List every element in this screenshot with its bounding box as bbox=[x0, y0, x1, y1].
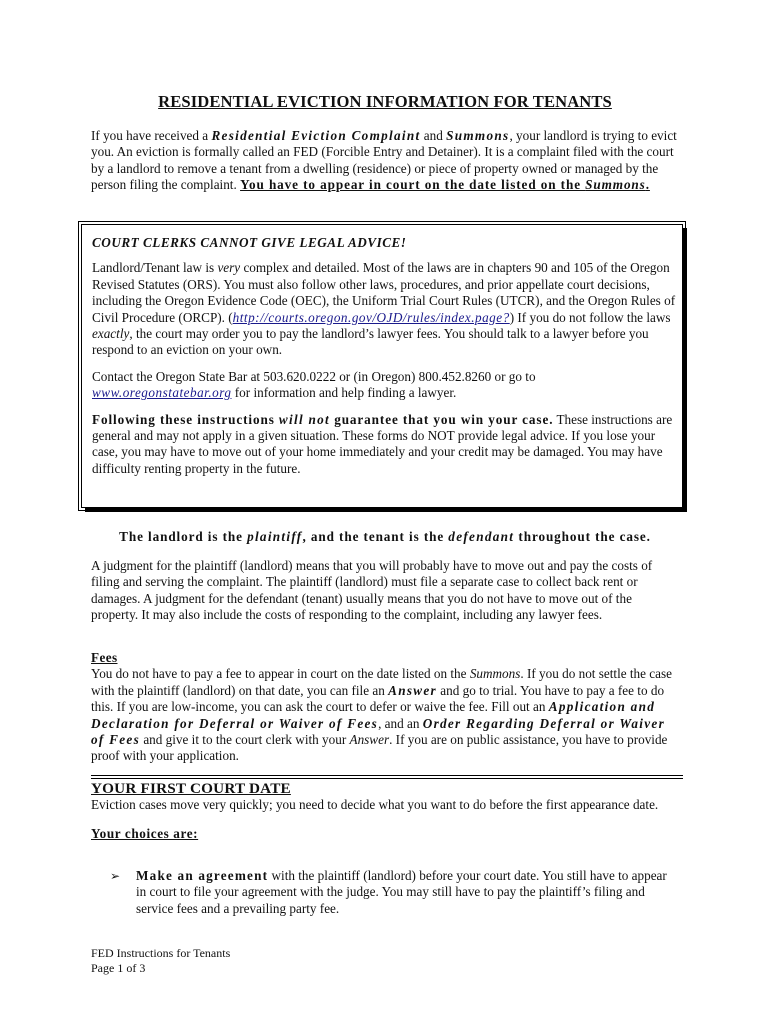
footer-doc-title: FED Instructions for Tenants bbox=[91, 946, 231, 960]
first-court-date-heading: YOUR FIRST COURT DATE bbox=[91, 780, 291, 797]
parties-statement: The landlord is the plaintiff, and the tenant is the defendant throughout the case. bbox=[119, 529, 651, 544]
arrow-bullet-icon: ➢ bbox=[110, 869, 121, 883]
first-court-date-text: Eviction cases move very quickly; you need to decide what you want to do before the first appearance date. bbox=[91, 797, 659, 813]
oregon-state-bar-link[interactable]: www.oregonstatebar.org bbox=[92, 385, 232, 401]
first-court-date-section bbox=[91, 781, 679, 842]
page-title: RESIDENTIAL EVICTION INFORMATION FOR TENANTS bbox=[158, 92, 612, 111]
box-paragraph-disclaimer: Following these instructions will not guarantee that you win your case. These instructions are general and may not apply in a given situation. These forms do NOT provide legal advice. If you lose your case, you may have to move out of your home immediately and your credit may be damaged. You may have difficulty renting property in the future. bbox=[92, 411, 673, 476]
list-item: ➢ Make an agreement with the plaintiff (landlord) before your court date. You still have to appear in court to file your agreement with the judge. You may still have to pay the plaintiff’s filing and service fees and a prevailing party fee. bbox=[110, 868, 667, 916]
appear-notice: You have to appear in court on the date listed on the Summons. bbox=[240, 177, 650, 193]
fees-paragraph: You do not have to pay a fee to appear in court on the date listed on the Summons. If you do not settle the case with the plaintiff (landlord) on that date, you can file an Answer and go to trial. You have to pay a fee to do this. If you are low-income, you can ask the court to defer or waive the fee. Fill out an Application and Declaration for Deferral or Waiver of Fees, and an Order Regarding Deferral or Waiver of Fees and give it to the court clerk with your Answer. If you are on public assistance, you have to provide proof with your application. bbox=[91, 666, 672, 764]
intro-paragraph: If you have received a Residential Eviction Complaint and Summons, your landlord is trying to evict you. An eviction is formally called an FED (Forcible Entry and Detainer). It is a complaint filed with the court by a landlord to remove a tenant from a dwelling (residence) or piece of property owned or managed by the person filing the complaint. You have to appear in court on the date listed on the Summons. bbox=[91, 128, 677, 193]
page-number: Page 1 of 3 bbox=[91, 961, 146, 975]
page-footer bbox=[91, 946, 230, 976]
judgment-paragraph: A judgment for the plaintiff (landlord) means that you will probably have to move out and pay the costs of filing and serving the complaint. The plaintiff (landlord) must file a separate case to collect back rent or damages. A judgment for the defendant (tenant) usually means that you do not have to move out of the property. It may also include the costs of responding to the complaint, including any lawyer fees. bbox=[91, 558, 653, 623]
rules-link[interactable]: http://courts.oregon.gov/OJD/rules/index.page? bbox=[232, 309, 510, 325]
choices-heading: Your choices are: bbox=[91, 825, 199, 841]
section-divider-second bbox=[91, 778, 683, 779]
summons-term: Summons bbox=[446, 128, 510, 143]
box-heading: COURT CLERKS CANNOT GIVE LEGAL ADVICE! bbox=[92, 235, 407, 250]
section-divider bbox=[91, 775, 683, 776]
fees-section bbox=[91, 650, 679, 765]
box-paragraph-contact: Contact the Oregon State Bar at 503.620.0222 or (in Oregon) 800.452.8260 or go to www.oregonstatebar.org for information and help finding a lawyer. bbox=[92, 368, 536, 401]
legal-advice-box bbox=[81, 224, 683, 508]
complaint-term: Residential Eviction Complaint bbox=[211, 128, 421, 143]
box-paragraph-law: Landlord/Tenant law is very complex and detailed. Most of the laws are in chapters 90 and 105 of the Oregon Revised Statutes (ORS). You must also follow other laws, procedures, and prior appellate court decisions, including the Oregon Evidence Code (OEC), the Uniform Trial Court Rules (UTCR), and the Oregon Rules of Civil Procedure (ORCP). (http://courts.oregon.gov/OJD/rules/index.page?) If you do not follow the laws exactly, the court may order you to pay the landlord’s lawyer fees. You should talk to a lawyer before you respond to an eviction on your own. bbox=[92, 260, 676, 358]
fees-heading: Fees bbox=[91, 650, 118, 665]
